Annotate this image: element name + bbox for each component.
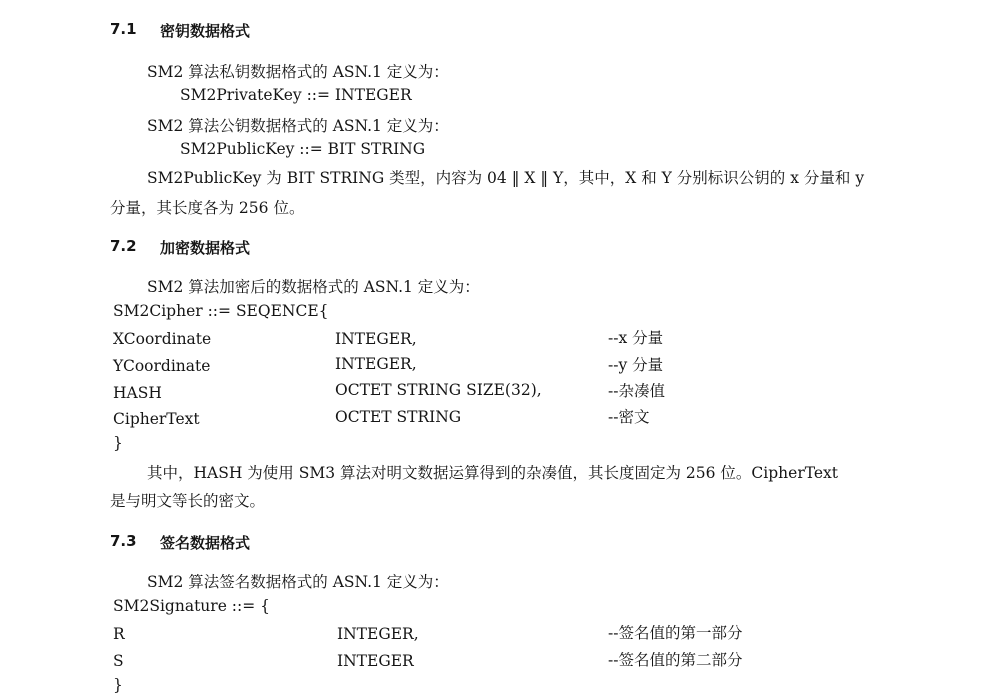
section-7-1-number: 7.1 xyxy=(110,20,137,38)
section-7-1-title: 密钥数据格式 xyxy=(160,22,251,40)
cipher-field-comment: --密文 xyxy=(608,408,650,426)
cipher-field-name: HASH xyxy=(113,384,162,402)
cipher-def-close: } xyxy=(113,434,123,452)
cipher-field-comment: --y 分量 xyxy=(608,356,664,374)
cipher-field-name: YCoordinate xyxy=(113,357,211,375)
public-key-desc-line1: SM2PublicKey 为 BIT STRING 类型，内容为 04 ‖ X ‖ Y，其中，X 和 Y 分别标识公钥的 x 分量和 y xyxy=(147,169,865,187)
cipher-desc-line1: 其中，HASH 为使用 SM3 算法对明文数据运算得到的杂凑值，其长度固定为 256 位。CipherText xyxy=(147,464,839,482)
section-7-3-title: 签名数据格式 xyxy=(160,534,251,552)
cipher-field-name: CipherText xyxy=(113,410,200,428)
public-key-def: SM2PublicKey ::= BIT STRING xyxy=(180,140,426,158)
section-7-2-number: 7.2 xyxy=(110,237,137,255)
signature-field-type: INTEGER xyxy=(337,652,414,670)
cipher-field-type: INTEGER, xyxy=(335,330,417,348)
signature-field-type: INTEGER, xyxy=(337,625,419,643)
signature-field-comment: --签名值的第二部分 xyxy=(608,651,743,669)
section-7-3-number: 7.3 xyxy=(110,532,137,550)
section-7-2-title: 加密数据格式 xyxy=(160,239,251,257)
signature-def-open: SM2Signature ::= { xyxy=(113,597,271,615)
cipher-desc-line2: 是与明文等长的密文。 xyxy=(110,492,266,510)
cipher-field-name: XCoordinate xyxy=(113,330,212,348)
signature-field-name: S xyxy=(113,652,124,670)
cipher-intro: SM2 算法加密后的数据格式的 ASN.1 定义为： xyxy=(147,278,480,296)
signature-def-close: } xyxy=(113,676,123,694)
cipher-field-comment: --x 分量 xyxy=(608,329,664,347)
cipher-field-type: OCTET STRING SIZE(32), xyxy=(335,381,542,399)
private-key-def: SM2PrivateKey ::= INTEGER xyxy=(180,86,412,104)
cipher-field-comment: --杂凑值 xyxy=(608,382,665,400)
public-key-intro: SM2 算法公钥数据格式的 ASN.1 定义为： xyxy=(147,117,449,135)
signature-field-name: R xyxy=(113,625,125,643)
cipher-field-type: OCTET STRING xyxy=(335,408,462,426)
signature-intro: SM2 算法签名数据格式的 ASN.1 定义为： xyxy=(147,573,449,591)
signature-field-comment: --签名值的第一部分 xyxy=(608,624,743,642)
public-key-desc-line2: 分量，其长度各为 256 位。 xyxy=(110,199,305,217)
cipher-field-type: INTEGER, xyxy=(335,355,417,373)
private-key-intro: SM2 算法私钥数据格式的 ASN.1 定义为： xyxy=(147,63,449,81)
cipher-def-open: SM2Cipher ::= SEQENCE{ xyxy=(113,302,329,320)
